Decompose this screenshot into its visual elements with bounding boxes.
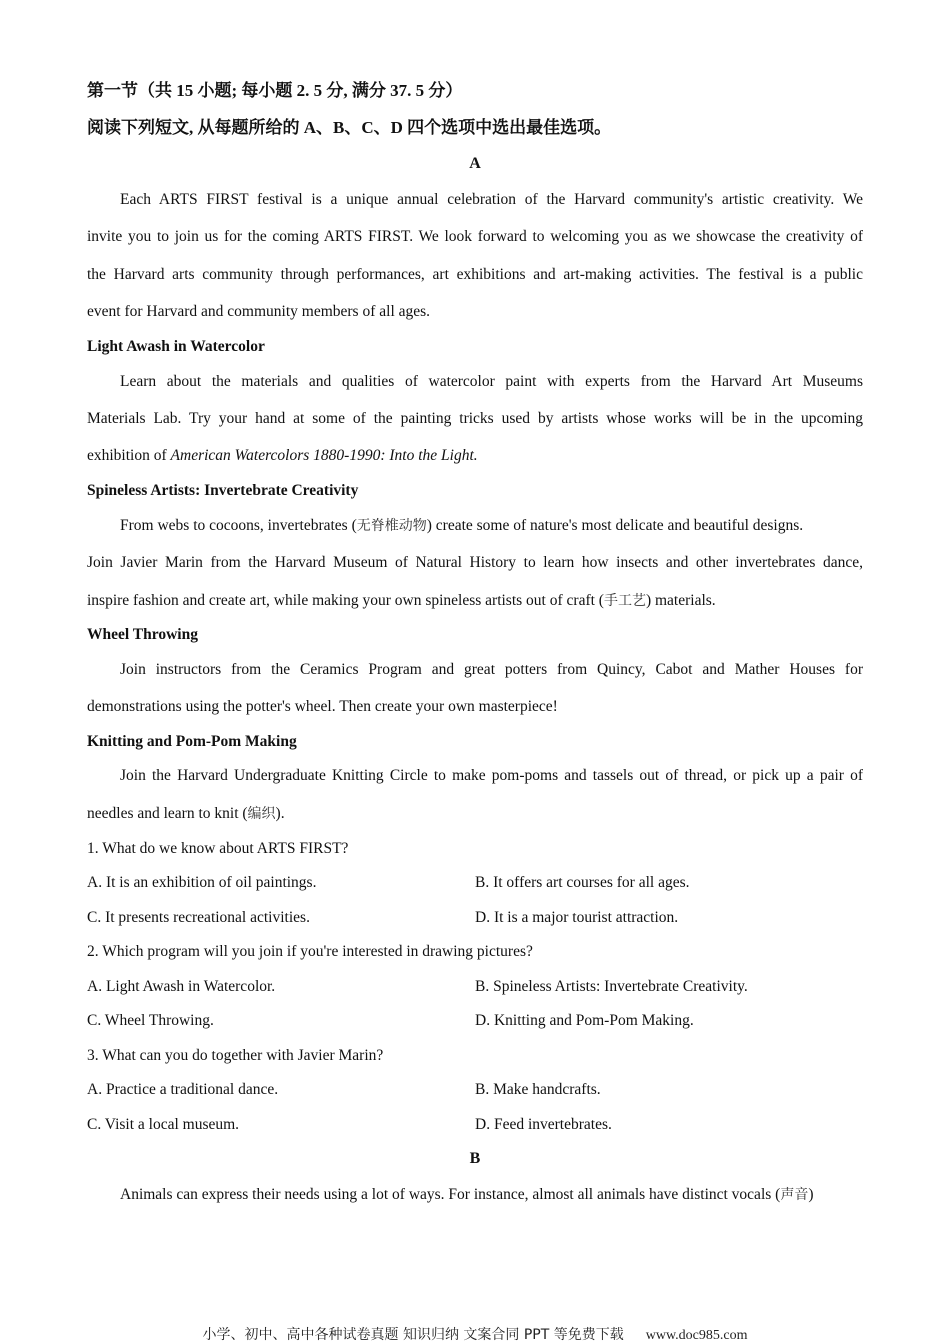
intro-line-1: Each ARTS FIRST festival is a unique annual celebration of the Harvard community's artistic creativity. We — [120, 191, 863, 208]
q3-option-b: B. Make handcrafts. — [475, 1081, 601, 1098]
text-segment: Animals can express their needs using a lot of ways. For instance, almost all animals have distinct vocals ( — [120, 1186, 781, 1203]
spineless-line-1 — [87, 516, 863, 536]
chinese-gloss: 声音 — [780, 1187, 809, 1203]
section-title: 第一节（共 15 小题; 每小题 2. 5 分, 满分 37. 5 分） — [87, 81, 463, 100]
intro-line-3: the Harvard arts community through performances, art exhibitions and art-making activities. The festival is a public — [87, 266, 863, 283]
text-segment: ). — [275, 805, 285, 822]
chinese-gloss: 手工艺 — [603, 593, 646, 609]
chinese-gloss: 无脊椎动物 — [356, 518, 427, 534]
watercolor-line-1: Learn about the materials and qualities of watercolor paint with experts from the Harvard Art Museums — [120, 373, 863, 390]
passage-a-label: A — [469, 155, 481, 172]
watercolor-prefix: exhibition of — [87, 447, 171, 464]
page-footer — [0, 1324, 950, 1344]
footer-url[interactable]: www.doc985.com — [645, 1328, 748, 1343]
q2-option-d: D. Knitting and Pom-Pom Making. — [475, 1012, 694, 1029]
q2-option-b: B. Spineless Artists: Invertebrate Creativity. — [475, 978, 748, 995]
spineless-line-2: Join Javier Marin from the Harvard Museum of Natural History to learn how insects and other invertebrates dance, — [87, 554, 863, 571]
wheel-line-2: demonstrations using the potter's wheel. Then create your own masterpiece! — [87, 698, 558, 715]
text-segment: ) materials. — [645, 592, 716, 609]
wheel-line-1: Join instructors from the Ceramics Program and great potters from Quincy, Cabot and Mather Houses for — [120, 661, 863, 678]
q1-option-d: D. It is a major tourist attraction. — [475, 909, 679, 926]
knitting-line-1: Join the Harvard Undergraduate Knitting Circle to make pom-poms and tassels out of thread, or pick up a pair of — [120, 767, 863, 784]
passage-b-label: B — [469, 1150, 481, 1167]
text-segment: ) create some of nature's most delicate and beautiful designs. — [426, 517, 804, 534]
intro-line-4: event for Harvard and community members of all ages. — [87, 303, 431, 320]
knitting-line-2 — [87, 804, 863, 824]
chinese-gloss: 编织 — [247, 806, 276, 822]
question-2-stem: 2. Which program will you join if you're interested in drawing pictures? — [87, 943, 533, 960]
text-segment: ) — [808, 1186, 814, 1203]
spineless-line-3 — [87, 591, 863, 611]
q3-option-d: D. Feed invertebrates. — [475, 1116, 612, 1133]
text-segment: needles and learn to knit ( — [87, 805, 248, 822]
text-segment: From webs to cocoons, invertebrates ( — [120, 517, 357, 534]
section-instruction: 阅读下列短文, 从每题所给的 A、B、C、D 四个选项中选出最佳选项。 — [87, 118, 612, 137]
q2-option-a: A. Light Awash in Watercolor. — [87, 978, 276, 995]
q1-option-c: C. It presents recreational activities. — [87, 909, 310, 926]
passage-b-line-1 — [87, 1185, 863, 1205]
question-3-stem: 3. What can you do together with Javier Marin? — [87, 1047, 384, 1064]
program-title-knitting: Knitting and Pom-Pom Making — [87, 733, 297, 750]
exhibition-title: American Watercolors 1880-1990: Into the Light. — [170, 447, 478, 464]
q3-option-c: C. Visit a local museum. — [87, 1116, 240, 1133]
question-1-stem: 1. What do we know about ARTS FIRST? — [87, 840, 349, 857]
intro-line-2: invite you to join us for the coming ARTS FIRST. We look forward to welcoming you as we showcase the creativity of — [87, 228, 863, 245]
footer-text: 小学、初中、高中各种试卷真题 知识归纳 文案合同 PPT 等免费下载 — [202, 1327, 624, 1343]
q2-option-c: C. Wheel Throwing. — [87, 1012, 214, 1029]
program-title-spineless: Spineless Artists: Invertebrate Creativity — [87, 482, 359, 499]
q1-option-a: A. It is an exhibition of oil paintings. — [87, 874, 317, 891]
watercolor-line-3 — [87, 446, 863, 466]
program-title-wheel: Wheel Throwing — [87, 626, 198, 643]
program-title-watercolor: Light Awash in Watercolor — [87, 338, 265, 355]
watercolor-line-2: Materials Lab. Try your hand at some of the painting tricks used by artists whose works will be in the upcoming — [87, 410, 863, 427]
text-segment: inspire fashion and create art, while making your own spineless artists out of craft ( — [87, 592, 604, 609]
q3-option-a: A. Practice a traditional dance. — [87, 1081, 279, 1098]
q1-option-b: B. It offers art courses for all ages. — [475, 874, 690, 891]
